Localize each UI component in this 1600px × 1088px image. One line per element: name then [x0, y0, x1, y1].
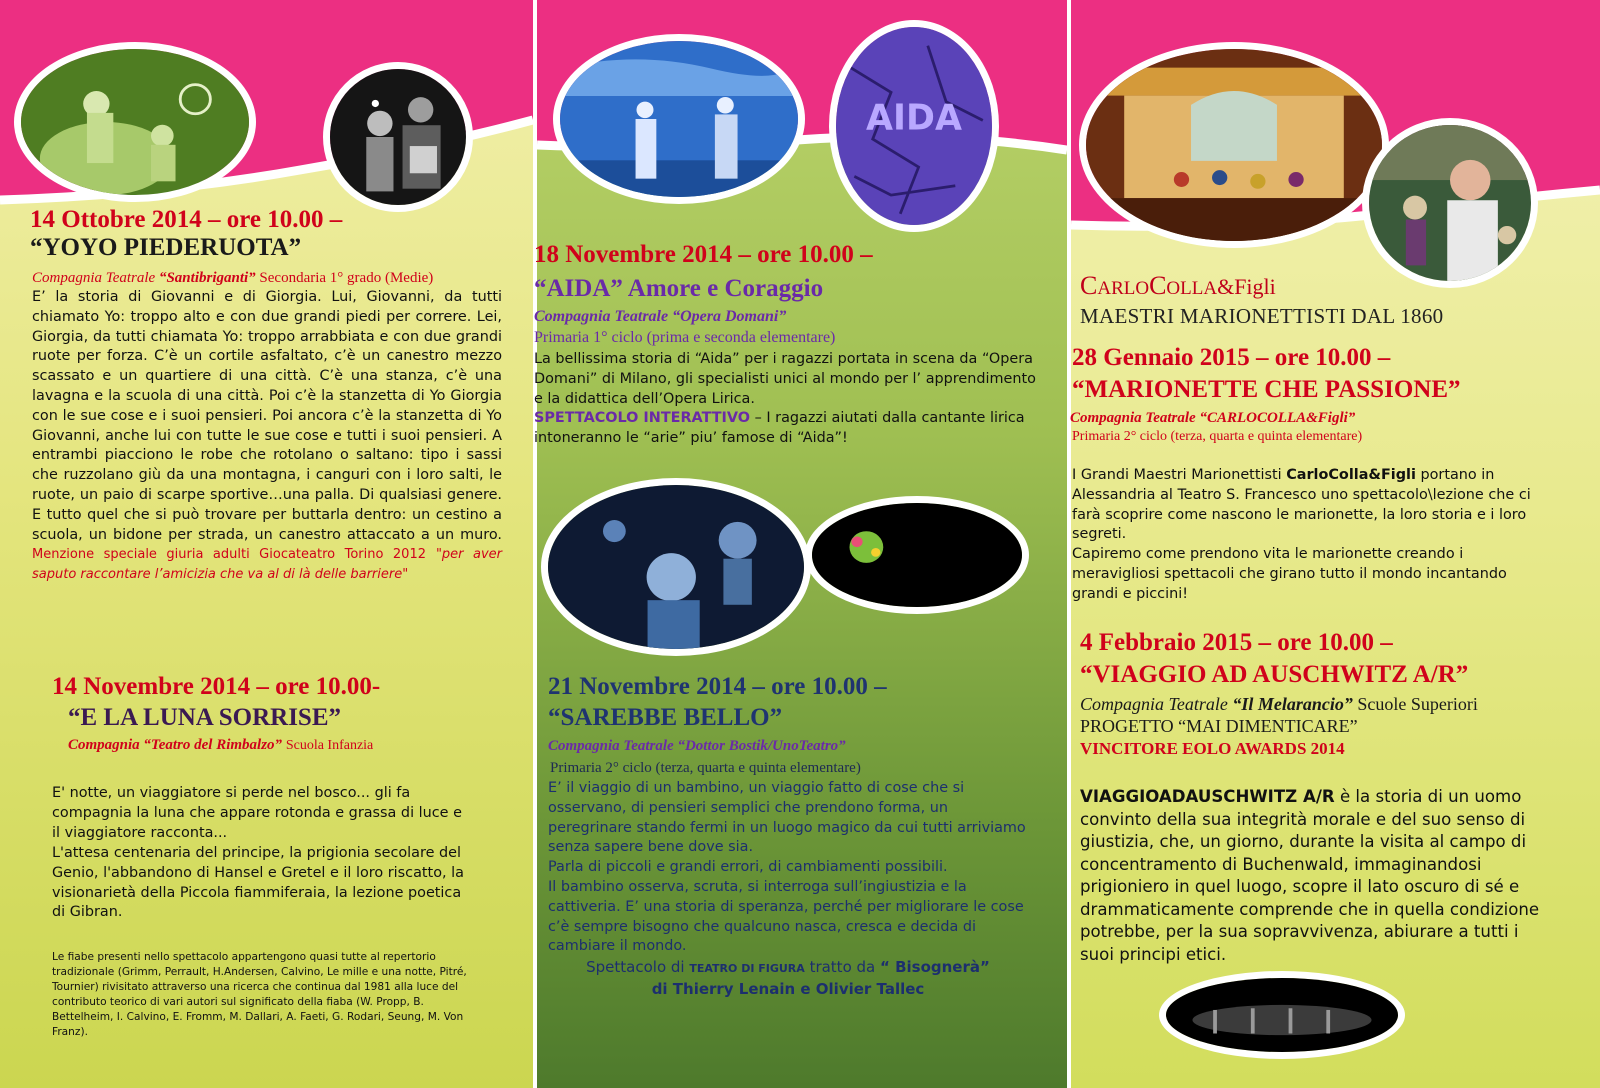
sarebbe-title: “SAREBBE BELLO”: [548, 704, 783, 731]
yoyo-title: “YOYO PIEDERUOTA”: [30, 234, 302, 261]
sarebbe-body-3: Il bambino osserva, scruta, si interroga sull’ingiustizia e la cattiveria. E’ una storia di speranza, perché per migliorare le cose c’è sempre bisogno che qualcuno nasca, cresca e decida di cambiare il mondo.: [548, 879, 1024, 955]
yoyo-body: E’ la storia di Giovanni e di Giorgia. Lui, Giovanni, da tutti chiamato Yo: troppo alto e con due grandi piedi per correre. Lei, Giorgia, da tutti chiamata Yo: troppo arrabbiata e con due grandi ruote per forza. C’è un cortile asfaltato, c’è un canestro mezzo scassato e un quartiere di una città. C’è una stanza, c’è una lavagna e la scuola di una città. Poi c’è la stanzetta di Yo Giorgia con le sue cose e i suoi pensieri. Poi ancora c’è la stanzetta di Yo Giovanni, anche lui con tutte le sue cose e tutti i suoi pensieri. A entrambi piacciono le robe che rotolano o saltano: tipo i sassi che ruzzolano giù da una montagna, i canguri con i loro salti, le ruote, un paio di scarpe sportive…una palla. Di qualsiasi genere. E tutto quel che si può trovare per buttarla dentro: un cestino a scuola, un bidone per strada, un canestro attaccato a un muro. Menzione speciale giuria adulti Giocateatro Torino 2012 "per aver saputo raccontare l’amicizia che va al di là delle barriere": [32, 289, 502, 583]
luna-body-1: E' notte, un viaggiatore si perde nel bosco... gli fa compagnia la luna che appare rotonda e grassa di luce e il viaggiatore racconta...: [52, 785, 462, 841]
colla-title: “MARIONETTE CHE PASSIONE”: [1072, 376, 1461, 403]
colla-tagline: MAESTRI MARIONETTISTI DAL 1860: [1080, 304, 1444, 328]
aida-interactive: SPETTACOLO INTERATTIVO – I ragazzi aiutati dalla cantante lirica intoneranno le “arie” piu’ famose di “Aida”!: [534, 410, 1025, 446]
sarebbe-date: 21 Novembre 2014 – ore 10.00 –: [548, 673, 887, 700]
luna-title: “E LA LUNA SORRISE”: [68, 704, 341, 731]
aida-title: “AIDA” Amore e Coraggio: [534, 275, 824, 302]
aida-audience: Primaria 1° ciclo (prima e seconda elementare): [534, 329, 836, 346]
sarebbe-audience: Primaria 2° ciclo (terza, quarta e quinta elementare): [550, 760, 861, 776]
sarebbe-credit: Spettacolo di TEATRO DI FIGURA tratto da “ Bisognerà”: [586, 958, 990, 976]
yoyo-company: Compagnia Teatrale “Santibriganti” Secondaria 1° grado (Medie): [32, 270, 434, 286]
auschwitz-title: “VIAGGIO AD AUSCHWITZ A/R”: [1080, 661, 1469, 688]
aida-date: 18 Novembre 2014 – ore 10.00 –: [534, 241, 873, 268]
colla-date: 28 Gennaio 2015 – ore 10.00 –: [1072, 344, 1391, 371]
yoyo-performance-photo: [14, 42, 256, 202]
puppeteer-photo: [541, 478, 811, 656]
colla-audience: Primaria 2° ciclo (terza, quarta e quinta elementare): [1072, 429, 1363, 444]
aida-poster-photo: [829, 20, 999, 232]
puppeteer-portrait-photo: [1362, 118, 1538, 288]
sarebbe-company: Compagnia Teatrale “Dottor Bostik/UnoTeatro”: [548, 738, 846, 754]
colla-body-1: I Grandi Maestri Marionettisti CarloColla&Figli portano in Alessandria al Teatro S. Francesco uno spettacolo\lezione che ci farà scoprire come nascono le marionette, la loro storia e i loro segreti.: [1072, 467, 1531, 543]
column-divider: [1067, 0, 1071, 1088]
aida-logo-text: AIDA: [866, 97, 962, 139]
luna-date: 14 Novembre 2014 – ore 10.00-: [52, 673, 381, 700]
auschwitz-company: Compagnia Teatrale “Il Melarancio” Scuole Superiori: [1080, 694, 1478, 714]
accordion-player-photo: [323, 62, 473, 212]
yoyo-date: 14 Ottobre 2014 – ore 10.00 –: [30, 206, 343, 233]
auschwitz-project: PROGETTO “MAI DIMENTICARE”: [1080, 716, 1358, 736]
puppet-closeup-photo: [805, 496, 1029, 614]
aida-body: La bellissima storia di “Aida” per i ragazzi portata in scena da “Opera Domani” di Milano, gli specialisti unici al mondo per l’ apprendimento e la didattica dell’Opera Lirica.: [534, 351, 1036, 407]
colla-company: Compagnia Teatrale “CARLOCOLLA&Figli”: [1070, 410, 1356, 426]
sarebbe-authors: di Thierry Lenain e Olivier Tallec: [651, 980, 925, 998]
colla-body-2: Capiremo come prendono vita le marionette creando i meravigliosi spettacoli che girano tutto il mondo incantando grandi e piccini!: [1072, 546, 1507, 602]
aida-stage-photo: [553, 34, 805, 204]
auschwitz-body: VIAGGIOADAUSCHWITZ A/R è la storia di un uomo convinto della sua integrità morale e del suo senso di giustizia, che, un giorno, durante la visita al campo di concentramento di Buchenwald, immaginandosi prigioniero in quel luogo, scopre il lato oscuro di sé e drammaticamente comprende che in quella condizione potrebbe, per la sua sopravvivenza, abiurare a tutti i suoi principi etici.: [1080, 787, 1540, 964]
auschwitz-date: 4 Febbraio 2015 – ore 10.00 –: [1080, 629, 1393, 656]
marionette-theatre-photo: [1079, 42, 1389, 248]
sarebbe-body-2: Parla di piccoli e grandi errori, di cambiamenti possibili.: [548, 859, 948, 875]
luna-note: Le fiabe presenti nello spettacolo appartengono quasi tutte al repertorio tradizionale (Grimm, Perrault, H.Andersen, Calvino, Le mille e una notte, Pitré, Tournier) rivisitato attraverso una ricerca che continua dal 1981 alla luce del contributo teorico di vari autori sul significato della fiaba (W. Propp, B. Bettelheim, I. Calvino, E. Fromm, M. Dallari, A. Faeti, G. Rodari, Seung, M. Von Franz).: [52, 951, 467, 1038]
sarebbe-body-1: E’ il viaggio di un bambino, un viaggio fatto di cose che si osservano, di pensieri semplici che prendono forma, un peregrinare stando fermi in un luogo magico da cui tutti arriviamo senza sapere bene dove sia.: [548, 780, 1026, 856]
stage-set-photo: [1159, 971, 1405, 1059]
luna-company: Compagnia “Teatro del Rimbalzo” Scuola Infanzia: [68, 737, 374, 753]
column-divider: [533, 0, 537, 1088]
aida-company: Compagnia Teatrale “Opera Domani”: [534, 308, 787, 325]
colla-brand: CARLOCOLLA&Figli: [1080, 271, 1276, 300]
auschwitz-award: VINCITORE EOLO AWARDS 2014: [1080, 739, 1345, 758]
luna-body-2: L'attesa centenaria del principe, la prigionia secolare del Genio, l'abbandono di Hansel e Gretel e il loro riscatto, la visionarietà della Piccola fiammiferaia, la lezione poetica di Gibran.: [52, 845, 464, 921]
